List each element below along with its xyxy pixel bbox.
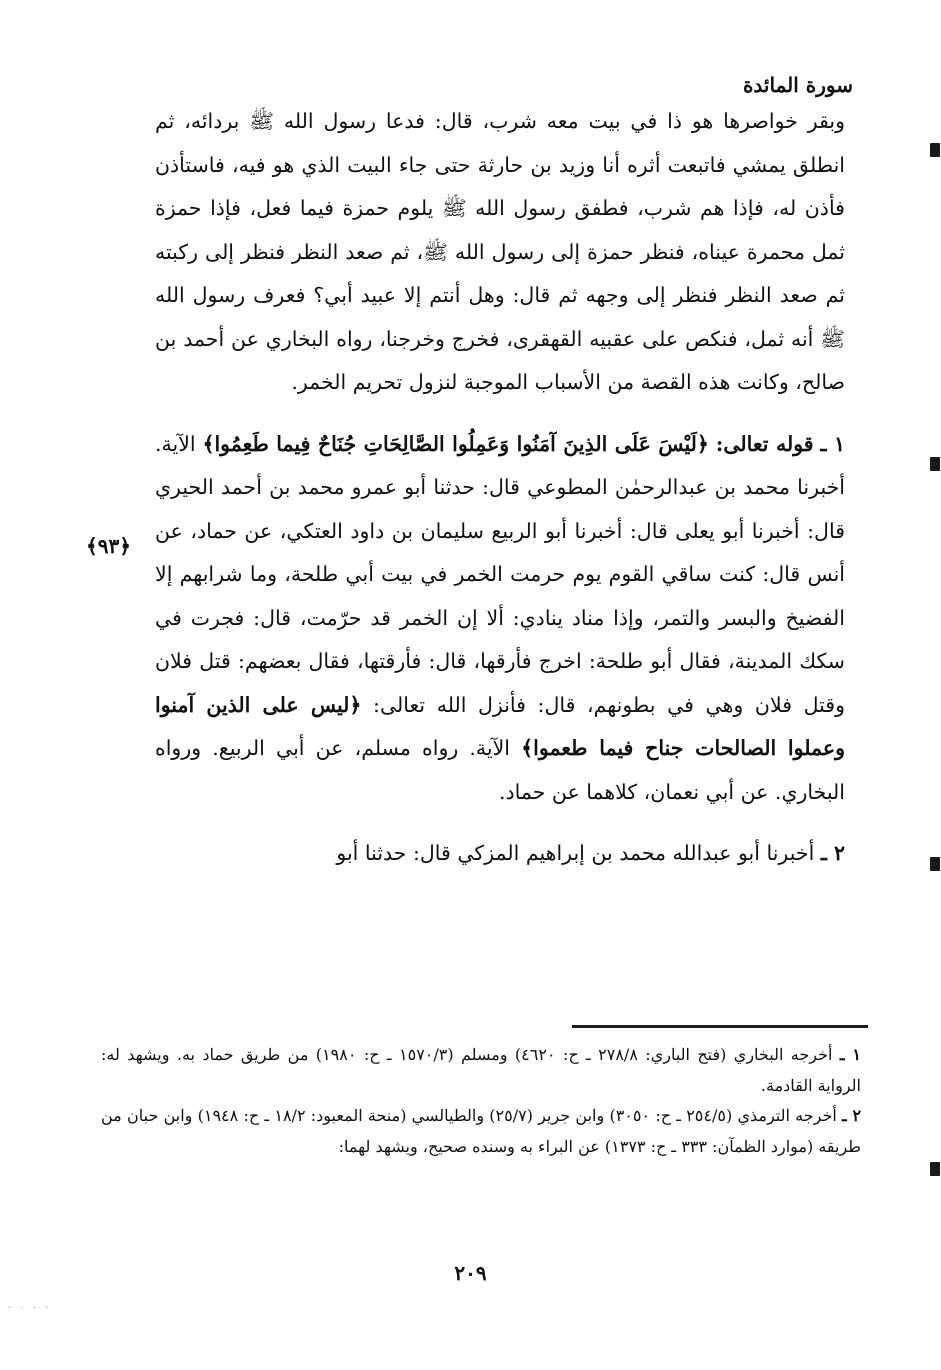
paragraph-gap (155, 405, 845, 423)
scan-speckle: · · · · (8, 1303, 52, 1314)
margin-mark (930, 857, 940, 871)
margin-mark (930, 143, 940, 157)
verse-number-marker: ﴿٩٣﴾ (86, 534, 131, 558)
section-1-quran-quote: ﴿لَيْسَ عَلَى الذِينَ آمَنُوا وَعَمِلُوا الصَّالِحَاتِ جُنَاحٌ فِيما طَعِمُوا﴾ (202, 431, 709, 456)
main-text (155, 100, 845, 876)
footnote-1 (101, 1040, 861, 1101)
margin-mark (930, 1162, 940, 1176)
section-1-lead: قوله تعالى: (715, 431, 814, 456)
section-1-paragraph (155, 423, 845, 815)
footnote-2-number: ٢ ـ (842, 1106, 862, 1125)
section-2-text: أخبرنا أبو عبدالله محمد بن إبراهيم المزكي قال: حدثنا أبو (336, 841, 815, 865)
section-2-paragraph (155, 832, 845, 876)
footnote-1-number: ١ ـ (839, 1045, 862, 1064)
intro-paragraph: وبقر خواصرها هو ذا في بيت معه شرب، قال: فدعا رسول الله ﷺ بردائه، ثم انطلق يمشي فاتبعت أثره أنا وزيد بن حارثة حتى جاء البيت الذي هو فيه، فاستأذن فأذن له، فإذا هم شرب، فطفق رسول الله ﷺ يلوم حمزة فيما فعل، فإذا حمزة ثمل محمرة عيناه، فنظر حمزة إلى رسول الله ﷺ، ثم صعد النظر فنظر إلى ركبته ثم صعد النظر فنظر إلى وجهه ثم قال: وهل أنتم إلا عبيد أبي؟ فعرف رسول الله ﷺ أنه ثمل، فنكص على عقبيه القهقرى، فخرج وخرجنا، رواه البخاري عن أحمد بن صالح، وكانت هذه القصة من الأسباب الموجبة لنزول تحريم الخمر. (155, 109, 845, 394)
footnote-separator (572, 1025, 868, 1028)
footnote-2 (101, 1101, 861, 1162)
section-2-number: ٢ ـ (820, 841, 845, 865)
running-header: سورة المائدة (742, 73, 853, 97)
page-number: ٢٠٩ (454, 1261, 487, 1285)
section-1-body: الآية. أخبرنا محمد بن عبدالرحمٰن المطوعي قال: حدثنا أبو عمرو محمد بن أحمد الحيري قال: أخبرنا أبو يعلى قال: أخبرنا أبو الربيع سليمان بن داود العتكي، عن حماد، عن أنس قال: كنت ساقي القوم يوم حرمت الخمر في بيت أبي طلحة، وما شرابهم إلا الفضيخ والبسر والتمر، وإذا مناد ينادي: ألا إن الخمر قد حرّمت، قال: فجرت في سكك المدينة، فقال أبو طلحة: اخرج فأرقها، قال: فأرقتها، فقال بعضهم: قتل فلان وقتل فلان وهي في بطونهم، قال: فأنزل الله تعالى: (155, 431, 845, 717)
section-1-number: ١ ـ (820, 431, 845, 456)
paragraph-gap (155, 814, 845, 832)
footnote-1-text: أخرجه البخاري (فتح الباري: ٢٧٨/٨ ـ ح: ٤٦٢٠) ومسلم (١٥٧٠/٣ ـ ح: ١٩٨٠) من طريق حماد به. ويشهد له: الرواية القادمة. (101, 1045, 861, 1095)
footnotes (101, 1040, 861, 1162)
section-1-tail: الآية. رواه مسلم، عن أبي الربيع. ورواه البخاري. عن أبي نعمان، كلاهما عن حماد. (155, 736, 845, 804)
footnote-2-text: أخرجه الترمذي (٢٥٤/٥ ـ ح: ٣٠٥٠) وابن جرير (٢٥/٧) والطيالسي (منحة المعبود: ١٨/٢ ـ ح: ١٩٤٨) وابن حبان من طريقه (موارد الظمآن: ٣٣٣ ـ ح: ١٣٧٣) عن البراء به وسنده صحيح، ويشهد لهما: (101, 1106, 861, 1156)
margin-mark (930, 457, 940, 471)
section-1-quran-quote-2: ﴿ليس على الذين آمنوا وعملوا الصالحات جناح فيما طعموا﴾ (155, 692, 845, 760)
